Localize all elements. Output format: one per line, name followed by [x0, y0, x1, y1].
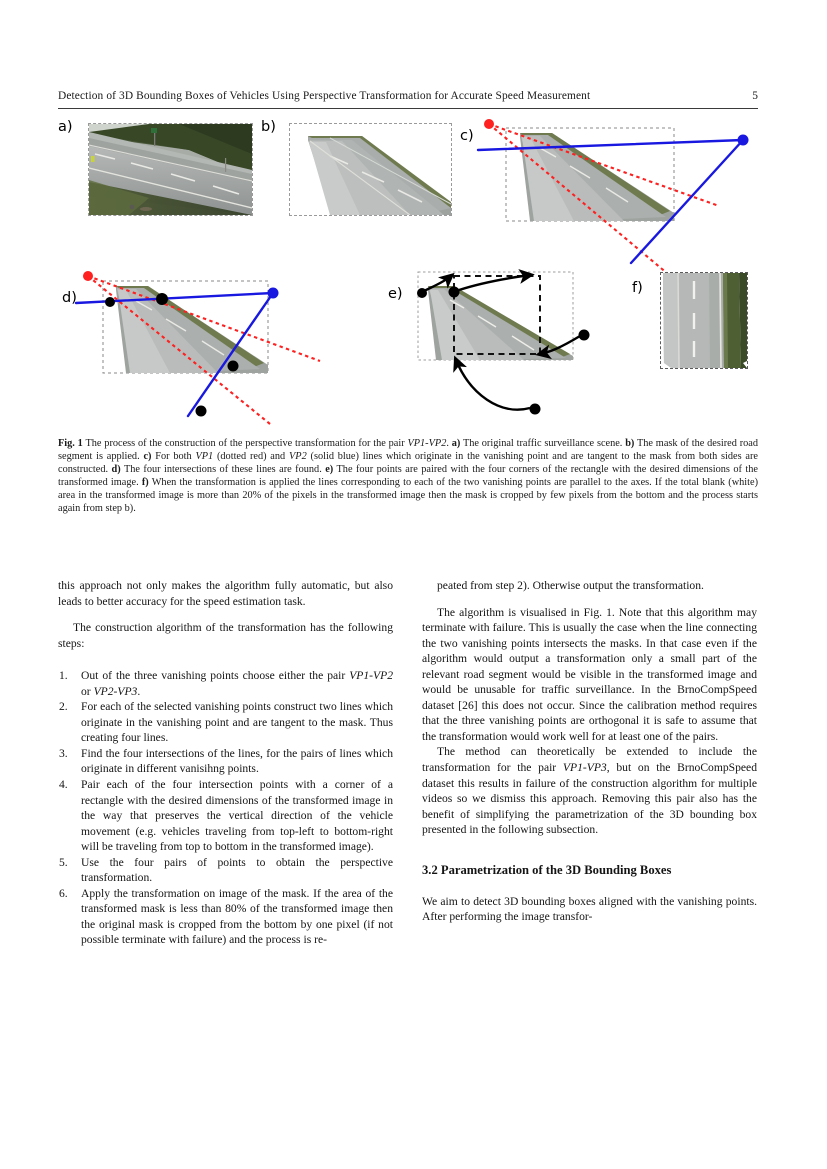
running-head-title: Detection of 3D Bounding Boxes of Vehicles Using Perspective Transformation for Accurate Speed Measurement — [58, 90, 591, 102]
step-text: Out of the three vanishing points choose either the pair VP1-VP2 or VP2-VP3. — [81, 669, 393, 698]
header-rule — [58, 108, 758, 109]
pairing-arrow — [459, 275, 530, 290]
list-item — [58, 746, 393, 777]
paragraph-algorithm-visualisation: The algorithm is visualised in Fig. 1. Note that this algorithm may terminate with failure. This is usually the case when the line connecting the two vanishing points intersects the masks. In that case even if the algorithm would output a transformation only a small part of the relevant road segment would be visible in the transformed image and would be unusable for traffic surveillance. In the BrnoCompSpeed dataset [26] this does not occur. Since the calibration method requires that the three vanishing points are orthogonal it is safe to assume that the transformation would work well for at least one of the pairs. — [422, 605, 757, 743]
figure-caption — [58, 437, 758, 515]
panel-c-diagram — [456, 116, 758, 284]
panel-label-e: e) — [388, 286, 403, 302]
figure-panel-e — [388, 266, 628, 426]
panel-label-c: c) — [460, 128, 474, 144]
source-point — [449, 287, 460, 298]
caption-run: The mask of the desired road segment is applied. — [58, 438, 758, 462]
figure-panel-d — [58, 266, 388, 426]
source-point — [579, 330, 590, 341]
figure-panel-a — [58, 116, 268, 221]
caption-run: b) — [625, 438, 635, 449]
paragraph-continued: this approach not only makes the algorithm fully automatic, but also leads to better accuracy for the speed estimation task. — [58, 579, 393, 608]
panel-a-image — [88, 123, 253, 216]
caption-run: For both — [151, 451, 196, 462]
section-heading-3-2: 3.2 Parametrization of the 3D Bounding Boxes — [422, 862, 672, 877]
caption-run: e) — [325, 464, 334, 475]
running-head — [58, 90, 758, 110]
panel-label-f: f) — [632, 280, 643, 296]
caption-run: (solid blue) lines which originate in the vanishing point and are tangent to the mask from both sides are constructed. — [58, 451, 758, 475]
step-text: Find the four intersections of the lines, for the pairs of lines which originate in different vanisihng points. — [81, 746, 393, 776]
caption-run: c) — [143, 451, 152, 462]
caption-run: VP2 — [288, 451, 307, 462]
panel-label-b: b) — [261, 119, 276, 135]
list-item — [58, 777, 393, 855]
vanishing-point-ref: VP1-VP2 — [349, 669, 393, 683]
step-text: Use the four pairs of points to obtain the perspective transformation. — [81, 855, 393, 885]
paragraph-continued: peated from step 2). Otherwise output the transformation. — [437, 579, 704, 592]
paragraph-algorithm-intro: The construction algorithm of the transformation has the following steps: — [58, 621, 393, 650]
list-item — [58, 855, 393, 886]
vanishing-point-2-marker — [268, 288, 279, 299]
step-text: For each of the selected vanishing points construct two lines which originate in the vanishing point and are tangent to the mask. Thus creating four lines. — [81, 700, 393, 745]
panel-d-diagram — [58, 266, 388, 426]
paragraph-last: We aim to detect 3D bounding boxes aligned with the vanishing points. After performing the image transfor- — [422, 894, 757, 924]
list-item — [58, 668, 393, 699]
figure-caption-body — [58, 438, 758, 514]
step-text: Pair each of the four intersection points with a corner of a rectangle with the desired dimensions of the transformed image in the way that preserves the vertical direction of the vehicle movement (e.g. vehicles traveling from top-left to bottom-right will be traveling from top to bottom in the transformed image). — [81, 778, 393, 854]
body-column-left — [58, 578, 393, 948]
paragraph-method-extension: The method can theoretically be extended to include the transformation for the pair VP1-VP3, but on the BrnoCompSpeed dataset this results in failure of the construction algorithm for multiple videos so we dismiss this approach. Removing this pair also has the benefit of simplifying the parametrization of the 3D bounding box presented in the following subsection. — [422, 745, 758, 837]
caption-run: f) — [141, 477, 149, 488]
list-item — [58, 699, 393, 746]
caption-run: When the transformation is applied the lines corresponding to each of the two vanishing points are parallel to the axes. If the total blank (white) area in the transformed image is more than 20% of the pixels in the transformed image then the mask is cropped by few pixels from the bottom and the process starts again from step b). — [58, 477, 758, 514]
algorithm-steps-list — [58, 668, 393, 948]
vanishing-point-1-marker — [484, 119, 494, 129]
source-point — [530, 404, 541, 415]
caption-run: VP1 — [195, 451, 214, 462]
caption-run: a) — [451, 438, 461, 449]
page-number: 5 — [752, 90, 758, 102]
vanishing-point-1-marker — [83, 271, 93, 281]
panel-f-image — [660, 272, 748, 369]
pairing-arrow — [456, 360, 530, 410]
list-item — [58, 886, 393, 948]
figure-1 — [58, 116, 758, 426]
step-text: Apply the transformation on image of the mask. If the area of the transformed mask is less than 80% of the transformed image then the original mask is cropped from the bottom by one pixel (if not possible terminate with failure) and the process is re- — [81, 886, 393, 947]
caption-run: The process of the construction of the perspective transformation for the pair — [85, 438, 408, 449]
intersection-point — [196, 406, 207, 417]
intersection-point — [156, 293, 168, 305]
caption-run: The four points are paired with the four corners of the rectangle with the desired dimensions of the transformed image. — [58, 464, 758, 488]
vanishing-point-2-marker — [738, 135, 749, 146]
body-column-right — [422, 578, 757, 925]
intersection-point — [105, 297, 115, 307]
caption-run: (dotted red) and — [213, 451, 289, 462]
figure-caption-label: Fig. 1 — [58, 438, 83, 449]
caption-run: d) — [111, 464, 121, 475]
figure-panel-c — [456, 116, 758, 284]
caption-run: . — [446, 438, 452, 449]
vanishing-point-ref: VP1-VP3 — [562, 761, 607, 775]
figure-panel-f — [628, 266, 758, 396]
figure-panel-b — [261, 116, 446, 226]
panel-e-diagram — [388, 266, 628, 426]
panel-b-image — [289, 123, 452, 216]
intersection-point — [228, 361, 239, 372]
vanishing-point-ref: VP2-VP3 — [93, 684, 138, 698]
caption-run: The original traffic surveillance scene. — [460, 438, 626, 449]
caption-run: VP1-VP2 — [407, 438, 447, 449]
panel-label-d: d) — [62, 290, 77, 306]
panel-label-a: a) — [58, 119, 73, 135]
caption-run: The four intersections of these lines are found. — [120, 464, 326, 475]
